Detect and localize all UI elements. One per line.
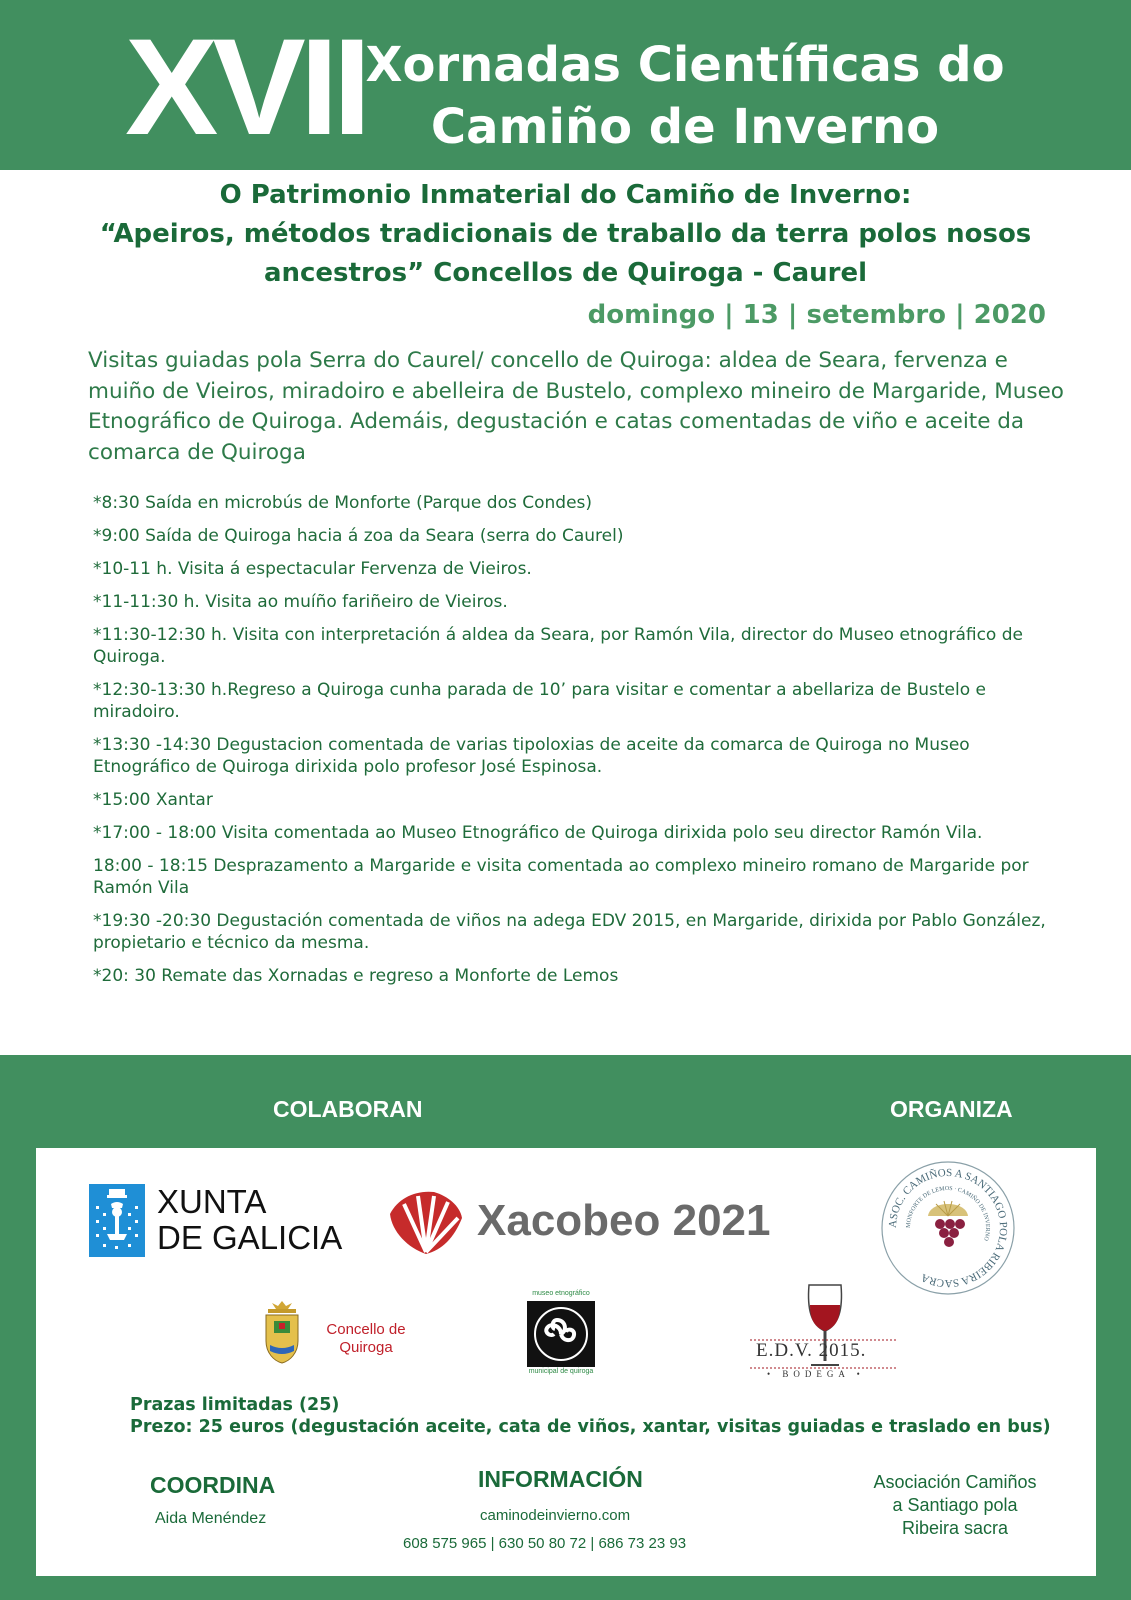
xacobeo-shell-icon <box>388 1188 464 1258</box>
subtitle-line3: ancestros” Concellos de Quiroga - Caurel <box>263 258 868 288</box>
xunta-line1: XUNTA <box>157 1183 267 1220</box>
schedule-item: *19:30 -20:30 Degustación comentada de viños na adega EDV 2015, en Margaride, dirixida por Pablo González, propietario e técnico da mesma. <box>93 911 1046 953</box>
event-title-line2: Camiño de Inverno <box>430 99 940 155</box>
xacobeo-wordmark: Xacobeo 2021 <box>477 1196 771 1245</box>
edv-wordmark: E.D.V. 2015. <box>756 1340 867 1361</box>
colaboran-label: COLABORAN <box>273 1096 423 1122</box>
subtitle-line2: “Apeiros, métodos tradicionais de traballo da terra polos nosos <box>99 219 1032 249</box>
museo-label-top: museo etnográfico <box>532 1290 590 1297</box>
schedule-item: *8:30 Saída en microbús de Monforte (Parque dos Condes) <box>93 493 593 513</box>
event-subtitle <box>60 176 1071 293</box>
coordina-name: Aida Menéndez <box>155 1510 267 1527</box>
schedule-item: *11-11:30 h. Visita ao muíño fariñeiro de Vieiros. <box>93 592 508 612</box>
schedule-item: *10-11 h. Visita á espectacular Fervenza de Vieiros. <box>93 559 532 579</box>
association-seal-icon <box>878 1158 1018 1298</box>
schedule-item: *17:00 - 18:00 Visita comentada ao Museo Etnográfico de Quiroga dirixida polo seu director Ramón Vila. <box>93 823 983 843</box>
event-title <box>365 34 1005 158</box>
xunta-wordmark <box>157 1184 342 1256</box>
museo-triskele-icon <box>527 1301 595 1367</box>
price-details: Prezo: 25 euros (degustación aceite, cata de viños, xantar, visitas guiadas e traslado en bus) <box>130 1417 1051 1437</box>
seal-inner-text: MONFORTE DE LEMOS · CAMIÑO DE INVERNO <box>905 1185 991 1242</box>
price-info <box>130 1394 1051 1438</box>
schedule-item: *11:30-12:30 h. Visita con interpretación á aldea da Seara, por Ramón Vila, director do Museo etnográfico de Quiroga. <box>93 625 1023 667</box>
info-label: INFORMACIÓN <box>478 1466 643 1492</box>
schedule-list <box>93 492 1053 998</box>
museo-label-bottom: municipal de quiroga <box>528 1368 594 1375</box>
quiroga-wordmark <box>306 1321 426 1357</box>
schedule-item: *15:00 Xantar <box>93 790 213 810</box>
schedule-item: *12:30-13:30 h.Regreso a Quiroga cunha parada de 10’ para visitar e comentar a abellariza de Bustelo e miradoiro. <box>93 680 986 722</box>
subtitle-line1: O Patrimonio Inmaterial do Camiño de Inverno: <box>219 180 912 210</box>
organizer-line2: a Santiago pola <box>892 1495 1018 1515</box>
schedule-item: *20: 30 Remate das Xornadas e regreso a Monforte de Lemos <box>93 966 619 986</box>
organiza-label: ORGANIZA <box>890 1096 1013 1122</box>
organizer-line3: Ribeira sacra <box>901 1518 1009 1538</box>
bodega-label: • BODEGA • <box>767 1369 865 1379</box>
places-limited: Prazas limitadas (25) <box>130 1395 340 1415</box>
seal-outer-text: ASOC. CAMIÑOS A SANTIAGO POLA RIBEIRA SACRA <box>886 1166 1010 1290</box>
intro-paragraph: Visitas guiadas pola Serra do Caurel/ concello de Quiroga: aldea de Seara, fervenza e muiño de Vieiros, miradoiro e abelleira de Bustelo, complexo mineiro de Margaride, Museo Etnográfico de Quiroga. Ademáis, degustación e catas comentadas de viño e aceite da comarca de Quiroga <box>88 348 1064 465</box>
event-title-line1: Xornadas Científicas do <box>365 37 1005 93</box>
info-website-link[interactable]: caminodeinvierno.com <box>480 1507 631 1524</box>
event-date: domingo | 13 | setembro | 2020 <box>587 300 1046 330</box>
schedule-item: *13:30 -14:30 Degustacion comentada de varias tipoloxias de aceite da comarca de Quiroga no Museo Etnográfico de Quiroga dirixida polo profesor José Espinosa. <box>93 735 970 777</box>
organizer-line1: Asociación Camiños <box>873 1472 1037 1492</box>
quiroga-line1: Concello de <box>326 1321 406 1338</box>
quiroga-line2: Quiroga <box>339 1339 393 1356</box>
info-phone-numbers: 608 575 965 | 630 50 80 72 | 686 73 23 93 <box>403 1535 687 1552</box>
schedule-item: 18:00 - 18:15 Desprazamento a Margaride e visita comentada ao complexo mineiro romano de Margaride por Ramón Vila <box>93 856 1029 898</box>
organizer-name <box>850 1471 1060 1540</box>
edition-numeral: XVII <box>125 9 366 164</box>
xunta-line2: DE GALICIA <box>157 1219 343 1256</box>
xunta-galicia-icon <box>89 1184 145 1257</box>
quiroga-coat-of-arms-icon <box>262 1299 302 1365</box>
coordina-label: COORDINA <box>150 1472 276 1498</box>
schedule-item: *9:00 Saída de Quiroga hacia á zoa da Seara (serra do Caurel) <box>93 526 624 546</box>
